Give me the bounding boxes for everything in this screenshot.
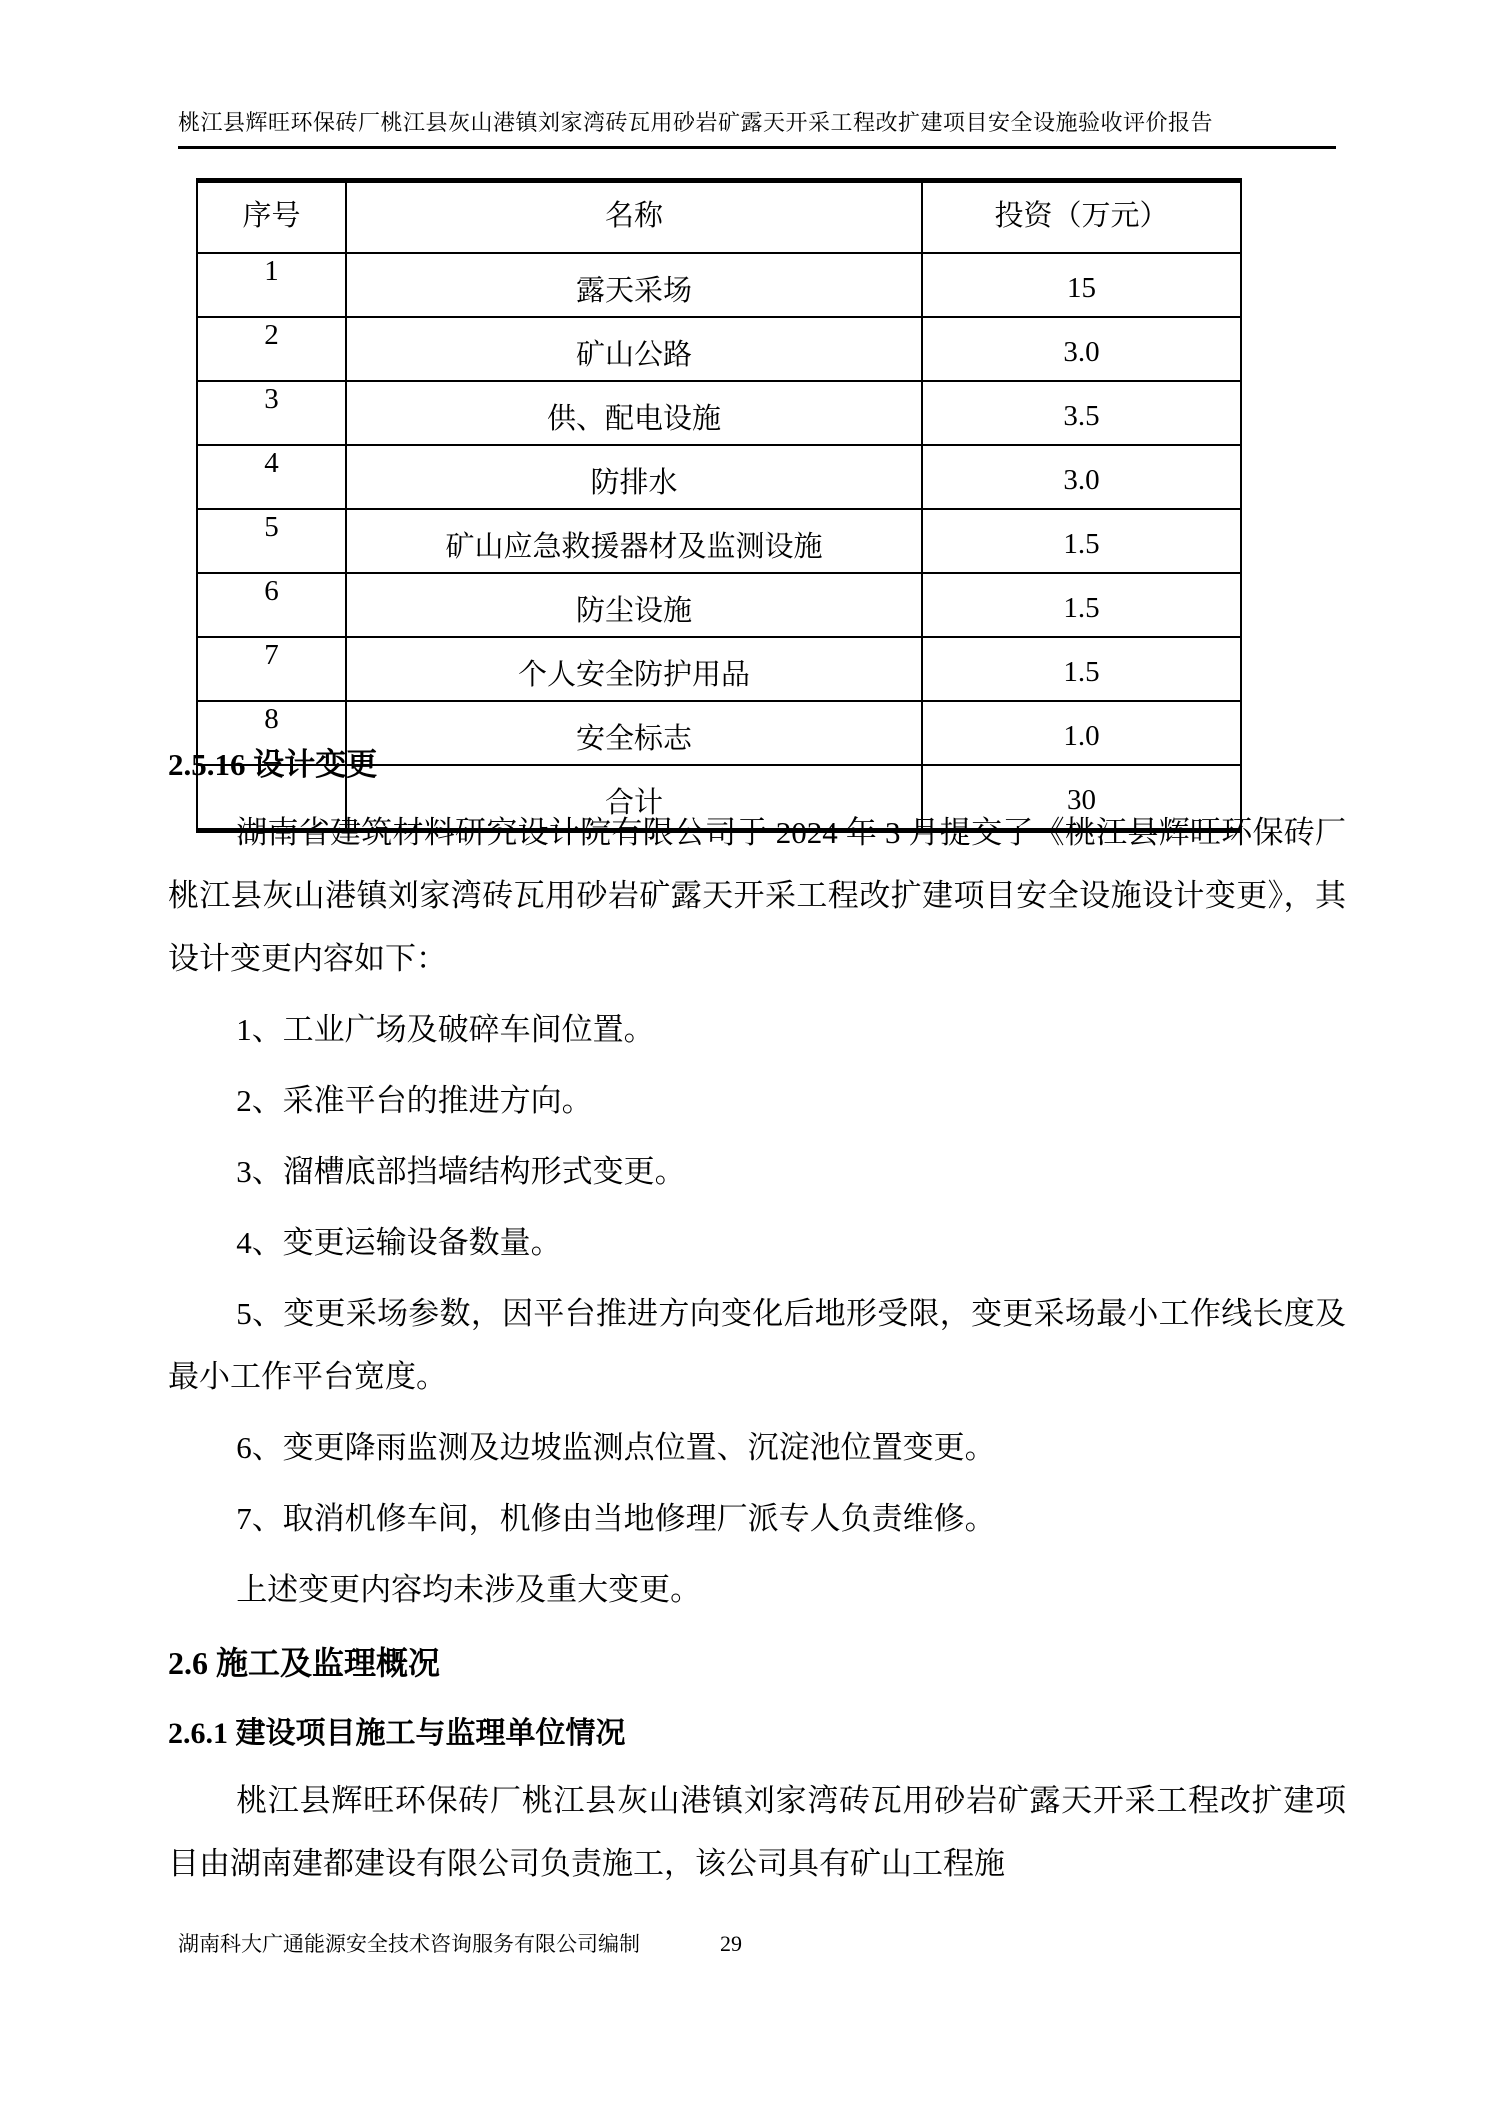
cell-investment: 15 [922,253,1241,317]
cell-index: 8 [197,701,346,765]
column-header-index: 序号 [197,181,346,254]
page-header [178,106,1336,149]
change-item: 3、溜槽底部挡墙结构形式变更。 [236,1154,686,1189]
column-header-investment: 投资（万元） [922,181,1241,254]
document-body [168,745,1346,1895]
table-row [197,637,1241,701]
page-number: 29 [720,1931,742,1956]
cell-investment: 1.5 [922,509,1241,573]
cell-investment: 1.5 [922,573,1241,637]
cell-name: 防排水 [346,445,922,509]
change-item: 5、变更采场参数，因平台推进方向变化后地形受限，变更采场最小工作线长度及最小工作平台宽度。 [168,1296,1346,1394]
cell-index: 1 [197,253,346,317]
cell-name: 矿山公路 [346,317,922,381]
section-heading-2-6: 2.6 施工及监理概况 [168,1645,441,1681]
cell-name: 安全标志 [346,701,922,765]
column-header-name: 名称 [346,181,922,254]
cell-name: 矿山应急救援器材及监测设施 [346,509,922,573]
cell-investment: 30 [922,765,1241,831]
table-row [197,445,1241,509]
cell-investment: 3.0 [922,317,1241,381]
change-item: 2、采准平台的推进方向。 [236,1083,593,1118]
cell-name: 露天采场 [346,253,922,317]
cell-name: 供、配电设施 [346,381,922,445]
cell-investment: 1.0 [922,701,1241,765]
cell-investment: 3.5 [922,381,1241,445]
cell-index: 3 [197,381,346,445]
cell-index: 7 [197,637,346,701]
change-item: 1、工业广场及破碎车间位置。 [236,1012,655,1047]
investment-table-body [197,253,1241,831]
cell-investment: 3.0 [922,445,1241,509]
footer-text: 湖南科大广通能源安全技术咨询服务有限公司编制 [178,1932,640,1956]
cell-name: 合计 [346,765,922,831]
table-row [197,573,1241,637]
table-header-row [197,181,1241,254]
table-row [197,509,1241,573]
section-heading-2-5-16: 2.5.16 设计变更 [168,747,378,782]
page-footer [178,1928,742,1958]
table-row [197,253,1241,317]
closing-note: 上述变更内容均未涉及重大变更。 [236,1572,702,1607]
paragraph-design-change: 湖南省建筑材料研究设计院有限公司于 2024 年 3 月提交了《桃江县辉旺环保砖厂桃江县灰山港镇刘家湾砖瓦用砂岩矿露天开采工程改扩建项目安全设施设计变更》，其设计变更内容如下： [168,815,1346,976]
change-items [168,998,1346,1550]
cell-investment: 1.5 [922,637,1241,701]
cell-index: 6 [197,573,346,637]
section-heading-2-6-1: 2.6.1 建设项目施工与监理单位情况 [168,1717,626,1750]
investment-table [196,178,1242,833]
cell-index: 2 [197,317,346,381]
header-title: 桃江县辉旺环保砖厂桃江县灰山港镇刘家湾砖瓦用砂岩矿露天开采工程改扩建项目安全设施验收评价报告 [178,110,1214,135]
change-item: 4、变更运输设备数量。 [236,1225,562,1260]
cell-name: 个人安全防护用品 [346,637,922,701]
cell-index: 4 [197,445,346,509]
cell-index: 5 [197,509,346,573]
table-row [197,381,1241,445]
table-row [197,317,1241,381]
paragraph-construction: 桃江县辉旺环保砖厂桃江县灰山港镇刘家湾砖瓦用砂岩矿露天开采工程改扩建项目由湖南建都建设有限公司负责施工，该公司具有矿山工程施 [168,1783,1346,1881]
change-item: 6、变更降雨监测及边坡监测点位置、沉淀池位置变更。 [236,1430,996,1465]
cell-name: 防尘设施 [346,573,922,637]
change-item: 7、取消机修车间，机修由当地修理厂派专人负责维修。 [236,1501,996,1536]
